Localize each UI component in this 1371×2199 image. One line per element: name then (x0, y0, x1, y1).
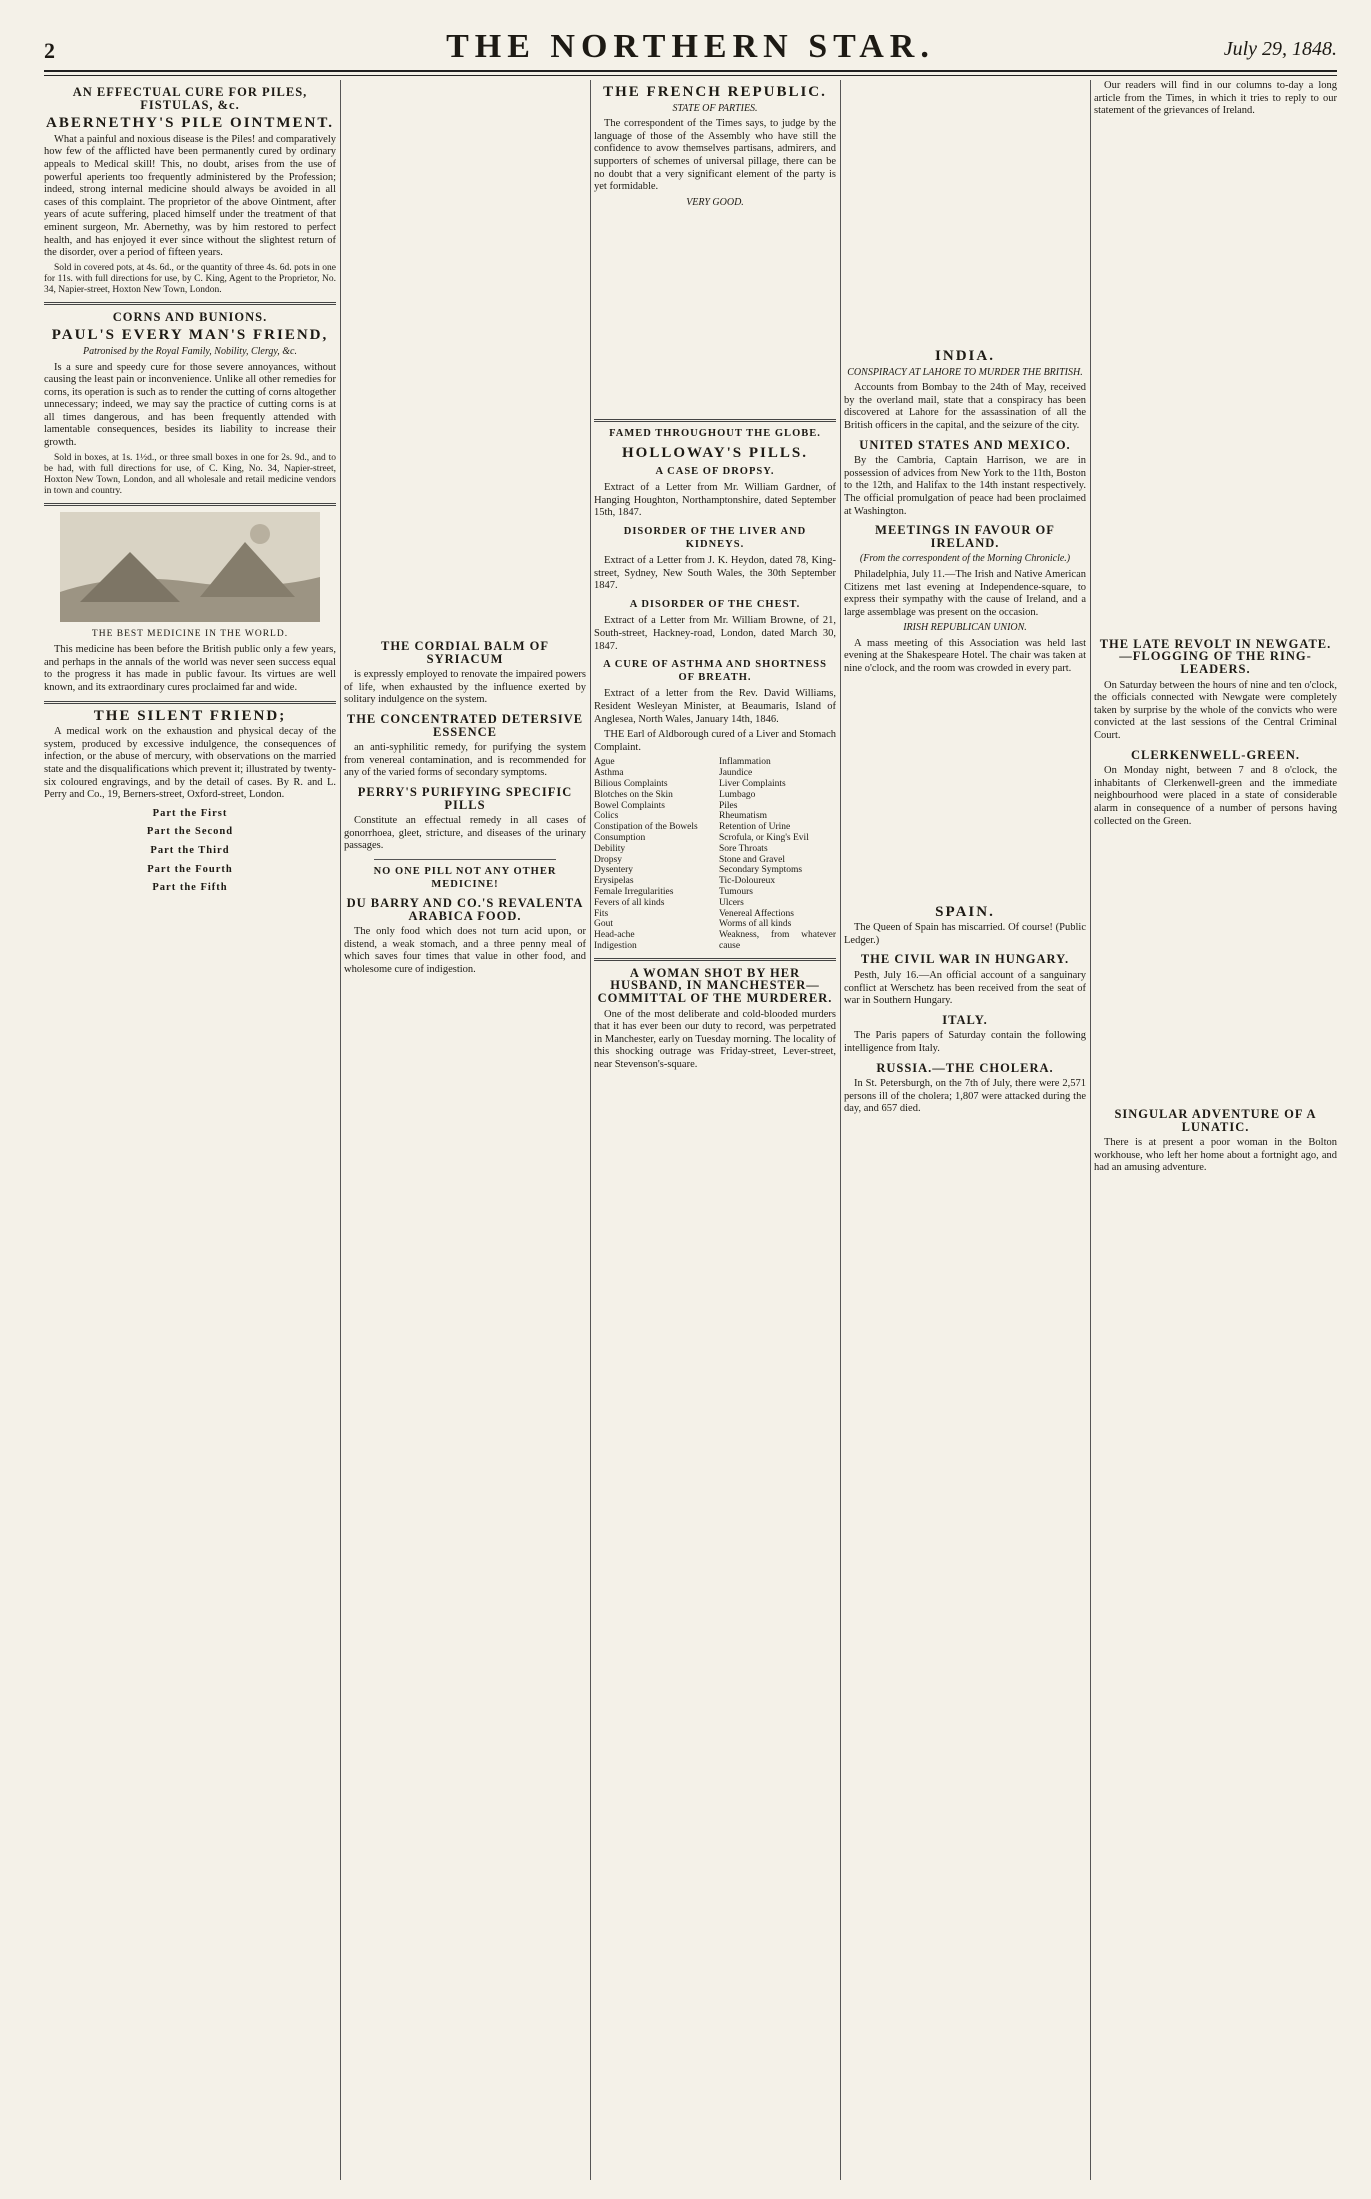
headline-cordial-balm: THE CORDIAL BALM OF SYRIACUM (381, 639, 549, 666)
complaint-item: Fits (594, 908, 609, 919)
article-colonial: Our readers will find in our columns to-day a long article from the Times, in which it tries to reply to our statement of the grievances of Ireland. (1094, 80, 1337, 117)
complaints-list (594, 757, 836, 951)
section-rule (44, 503, 336, 506)
headline-meetings-ireland: MEETINGS IN FAVOUR OF IRELAND. (875, 523, 1055, 550)
headline-famed: FAMED THROUGHOUT THE GLOBE. (609, 428, 821, 440)
complaint-item: Asthma (594, 768, 624, 779)
headline-lunatic: SINGULAR ADVENTURE OF A LUNATIC. (1114, 1107, 1317, 1134)
article-newgate-revolt: On Saturday between the hours of nine and ten o'clock, the officials connected with Newgate were completely taken by surprise by the whole of the convicts who were convicted at the last sessions of the Central Criminal Court. (1094, 679, 1337, 741)
section-rule (594, 419, 836, 422)
headline-asthma: A CURE OF ASTHMA AND SHORTNESS OF BREATH. (603, 659, 827, 683)
column-divider (590, 80, 591, 2180)
column-5 (1094, 80, 1337, 2180)
headline-chest: A DISORDER OF THE CHEST. (629, 598, 801, 610)
headline-murder: A WOMAN SHOT BY HER HUSBAND, IN MANCHESTER—COMMITTAL OF THE MURDERER. (597, 965, 833, 1005)
complaint-item: Erysipelas (594, 876, 634, 887)
column-4 (844, 80, 1086, 2180)
article-united-states: By the Cambria, Captain Harrison, we are in possession of advices from New York to the 11th, Boston to the 12th, and Halifax to the 14th instant respectively. The official promulgation of peace had been proclaimed at Washington. (844, 455, 1086, 517)
section-rule (374, 859, 556, 860)
article-asthma: Extract of a letter from the Rev. David Williams, Resident Wesleyan Minister, at Beaumaris, Island of Anglesea, North Wales, January 14th, 1846. (594, 688, 836, 725)
article-hungary: Pesth, July 16.—An official account of a sanguinary conflict at Werschetz has been received from the seat of war in Southern Hungary. (844, 970, 1086, 1007)
complaint-item: Weakness, from whatever cause (719, 930, 836, 951)
headline-india: INDIA. (935, 348, 995, 364)
headline-spain: SPAIN. (935, 903, 995, 920)
complaint-item: Dysentery (594, 865, 634, 876)
complaint-item: Sore Throats (719, 843, 768, 854)
complaint-item: Ulcers (719, 897, 744, 908)
complaint-item: Stone and Gravel (719, 854, 785, 865)
complaint-item: Inflammation (719, 757, 771, 768)
headline-hungary: THE CIVIL WAR IN HUNGARY. (860, 952, 1070, 967)
complaint-item: Head-ache (594, 930, 635, 941)
subhead-meetings: (From the correspondent of the Morning Chronicle.) (859, 553, 1071, 565)
article-best-medicine: This medicine has been before the British public only a few years, and perhaps in the annals of the world was never seen success equal to the progress it has made in public favour. Its virtues are well known, and its extraordinary cures proclaimed far and wide. (44, 644, 336, 694)
article-spain: The Queen of Spain has miscarried. Of course! (Public Ledger.) (844, 922, 1086, 946)
headline-pauls-friend: PAUL'S EVERY MAN'S FRIEND, (51, 327, 329, 344)
complaint-item: Piles (719, 800, 738, 811)
complaint-item: Rheumatism (719, 811, 768, 822)
complaint-item: Indigestion (594, 940, 637, 951)
article-detersive-essence: an anti-syphilitic remedy, for purifying the system from venereal contamination, and is recommended for any of the varied forms of secondary symptoms. (344, 742, 586, 779)
article-irish-union: A mass meeting of this Association was held last evening at the Shakespeare Hotel. The chair was taken at nine o'clock, and the room was crowded in every part. (844, 637, 1086, 675)
headline-specific-pills: PERRY'S PURIFYING SPECIFIC PILLS (357, 784, 573, 812)
part-first: Part the First (152, 807, 228, 819)
column-divider (840, 80, 841, 2180)
column-2 (344, 80, 586, 2180)
complaint-item: Bilious Complaints (594, 779, 668, 789)
section-rule (44, 302, 336, 305)
article-lunatic: There is at present a poor woman in the Bolton workhouse, who left her home about a fortnight ago, and had an amusing adventure. (1094, 1137, 1337, 1174)
part-third: Part the Third (150, 844, 230, 856)
subhead-india: CONSPIRACY AT LAHORE TO MURDER THE BRITISH. (847, 366, 1083, 378)
complaint-item: Colics (594, 811, 619, 822)
headline-united-states: UNITED STATES AND MEXICO. (859, 437, 1071, 452)
section-rule (44, 701, 336, 704)
headline-holloway: HOLLOWAY'S PILLS. (622, 444, 808, 461)
headline-revalenta: DU BARRY AND CO.'S REVALENTA ARABICA FOOD. (346, 896, 584, 923)
article-ointment: What a painful and noxious disease is the Piles! and comparatively how few of the afflicted have been permanently cured by ordinary appeals to Medical skill! This, no doubt, arises from the use of powerful aperients too frequently administered by the Profession; indeed, strong internal medicine should always be avoided in all cases of this complaint. The proprietor of the above Ointment, after years of acute suffering, placed himself under the treatment of that eminent surgeon, Mr. Abernethy, was by him restored to perfect health, and has enjoyed it ever since without the slightest return of the disorder, over a period of fifteen years. (44, 133, 336, 259)
article-corns: Is a sure and speedy cure for those severe annoyances, without causing the least pain or inconvenience. Unlike all other remedies for corns, its operation is such as to render the cutting of corns altogether unnecessary; indeed, we may say the practice of cutting corns is at all times dangerous, and has been frequently attended with lamentable consequences, besides its liability to increase their growth. (44, 361, 336, 449)
article-silent-friend: A medical work on the exhaustion and physical decay of the system, produced by excessive indulgence, the consequences of infection, or the abuse of mercury, with observations on the married state and the disqualifications which prevent it; illustrated by twenty-six coloured engravings, and by the detail of cases. By R. and L. Perry and Co., 19, Berners-street, Oxford-street, London. (44, 726, 336, 801)
complaint-item: Retention of Urine (719, 822, 791, 833)
engraving-caption: THE BEST MEDICINE IN THE WORLD. (91, 628, 289, 639)
article-italy: The Paris papers of Saturday contain the following intelligence from Italy. (844, 1030, 1086, 1054)
headline-clerkenwell: CLERKENWELL-GREEN. (1130, 747, 1301, 762)
article-meetings-ireland: Philadelphia, July 11.—The Irish and Native American Citizens met last evening at Independence-square, to express their sympathy with the cause of Ireland, and a large assemblage was present on the occasion. (844, 568, 1086, 618)
column-divider (1090, 80, 1091, 2180)
headline-detersive-essence: THE CONCENTRATED DETERSIVE ESSENCE (346, 711, 584, 739)
masthead-rule (44, 70, 1337, 76)
engraving-illustration (60, 512, 320, 622)
complaint-item: Jaundice (719, 768, 753, 779)
article-dropsy: Extract of a Letter from Mr. William Gardner, of Hanging Houghton, Northamptonshire, dated September 15th, 1847. (594, 482, 836, 519)
article-liver: Extract of a Letter from J. K. Heydon, dated 78, King-street, Sydney, New South Wales, the 30th September 1847. (594, 555, 836, 592)
newspaper-columns (44, 80, 1337, 2180)
complaint-item: Tumours (719, 886, 753, 897)
newspaper-title: THE NORTHERN STAR. (446, 28, 935, 65)
article-specific-pills: Constitute an effectual remedy in all cases of gonorrhoea, gleet, stricture, and diseases of the urinary passages. (344, 815, 586, 852)
subhead-very-good: VERY GOOD. (686, 196, 744, 208)
complaint-item: Lumbago (719, 789, 756, 800)
section-rule (594, 958, 836, 961)
complaint-item: Secondary Symptoms (719, 865, 803, 876)
part-fourth: Part the Fourth (147, 863, 233, 875)
complaint-item: Blotches on the Skin (594, 789, 673, 800)
article-cordial-balm: is expressly employed to renovate the impaired powers of life, when exhausted by the influence exerted by solitary indulgence on the system. (344, 669, 586, 706)
ointment-price: Sold in covered pots, at 4s. 6d., or the quantity of three 4s. 6d. pots in one for 11s. with full directions for use, by C. King, Agent to the Proprietor, No. 34, Napier-street, Hoxton New Town, London. (44, 262, 336, 295)
subhead-irish-union: IRISH REPUBLICAN UNION. (903, 622, 1027, 634)
subhead-state-of-parties: STATE OF PARTIES. (672, 102, 758, 114)
headline-liver: DISORDER OF THE LIVER AND KIDNEYS. (623, 525, 807, 550)
patron-line: Patronised by the Royal Family, Nobility, Clergy, &c. (83, 345, 297, 357)
complaint-item: Worms of all kinds (719, 919, 792, 930)
complaint-item: Debility (594, 843, 626, 854)
complaint-item: Female Irregularities (594, 886, 674, 897)
article-revalenta: The only food which does not turn acid upon, or distend, a weak stomach, and a three penny meal of which saves four times that value in other food, and wholesome cure of indigestion. (344, 926, 586, 976)
article-russia: In St. Petersburgh, on the 7th of July, there were 2,571 persons ill of the cholera; 1,807 were attacked during the day, and 657 died. (844, 1078, 1086, 1115)
headline-newgate-revolt: THE LATE REVOLT IN NEWGATE.—FLOGGING OF THE RING-LEADERS. (1099, 636, 1332, 676)
headline-ointment: ABERNETHY'S PILE OINTMENT. (45, 115, 334, 132)
part-second: Part the Second (146, 826, 234, 838)
headline-french-republic: THE FRENCH REPUBLIC. (603, 84, 827, 100)
headline-silent-friend: THE SILENT FRIEND; (93, 707, 287, 724)
page-number: 2 (44, 38, 55, 63)
complaint-item: Tic-Doloureux (719, 876, 776, 887)
headline-corns: CORNS AND BUNIONS. (112, 309, 268, 324)
complaint-item: Bowel Complaints (594, 800, 665, 811)
issue-date: July 29, 1848. (1223, 38, 1337, 60)
headline-piles: AN EFFECTUAL CURE FOR PILES, FISTULAS, &c. (72, 85, 308, 112)
column-3 (594, 80, 836, 2180)
article-french-republic: The correspondent of the Times says, to judge by the language of those of the Assembly who have still the confidence to avow themselves partisans, admirers, and supporters of schemes of universal pillage, there can be no doubt that a very significant element of the party is yet formidable. (594, 118, 836, 193)
column-1 (44, 80, 336, 2180)
article-clerkenwell: On Monday night, between 7 and 8 o'clock, the inhabitants of Clerkenwell-green and the immediate neighbourhood were placed in a state of considerable alarm in consequence of a number of persons having collected on the Green. (1094, 765, 1337, 827)
complaint-item: Ague (594, 757, 615, 768)
complaint-item: Liver Complaints (719, 779, 786, 789)
masthead (44, 28, 1337, 68)
agents-list: Sold in boxes, at 1s. 1½d., or three small boxes in one for 2s. 9d., and to be had, with full directions for use, of C. King, No. 34, Napier-street, Hoxton New Town, London, and all wholesale and retail medicine vendors in town and country. (44, 452, 336, 496)
headline-russia: RUSSIA.—THE CHOLERA. (876, 1060, 1054, 1075)
article-earl: THE Earl of Aldborough cured of a Liver and Stomach Complaint. (594, 729, 836, 753)
complaint-item: Constipation of the Bowels (594, 822, 698, 833)
notice-no-pill: NO ONE PILL NOT ANY OTHER MEDICINE! (373, 865, 557, 890)
headline-italy: ITALY. (942, 1012, 988, 1027)
complaint-item: Scrofula, or King's Evil (719, 832, 809, 843)
headline-dropsy: A CASE OF DROPSY. (655, 465, 775, 477)
complaint-item: Fevers of all kinds (594, 897, 665, 908)
column-divider (340, 80, 341, 2180)
article-chest: Extract of a Letter from Mr. William Browne, of 21, South-street, Hackney-road, London, dated March 30, 1847. (594, 615, 836, 652)
complaint-item: Venereal Affections (719, 908, 795, 919)
complaint-item: Consumption (594, 832, 646, 843)
article-murder: One of the most deliberate and cold-blooded murders that it has ever been our duty to record, was perpetrated in Manchester, early on Tuesday morning. The locality of this shocking outrage was Friday-street, Lever-street, near Stevenson's-square. (594, 1008, 836, 1070)
complaint-item: Gout (594, 919, 613, 930)
part-fifth: Part the Fifth (152, 882, 228, 894)
complaint-item: Dropsy (594, 854, 622, 865)
article-india: Accounts from Bombay to the 24th of May, received by the overland mail, state that a conspiracy has been discovered at Lahore for the assassination of all the British officers in the capital, and the seizure of the city. (844, 382, 1086, 431)
